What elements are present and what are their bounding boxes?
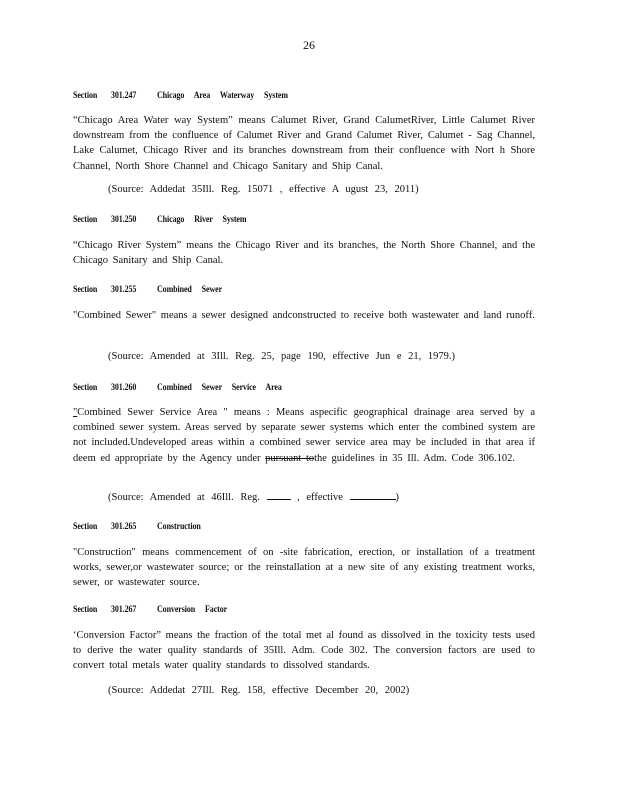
section-body-301-267: ‘Conversion Factor” means the fraction of the total met al found as dissolved in the toxicity tests used to derive the water quality standards of 35Ill. Adm. Code 302. The conversion factors are used to convert total metals water quality standards to dissolved standards. [73, 630, 535, 672]
blank-page-line [267, 490, 291, 500]
deleted-text: pursuant to [265, 452, 315, 464]
source-close: ) [395, 492, 400, 503]
body-text-end: the guidelines in 35 Ill. Adm. Code 306.102. [314, 452, 516, 464]
section-title: Combined Sewer Service Area [157, 382, 282, 393]
source-note-301-255: (Source: Amended at 3Ill. Reg. 25, page 190, effective Jun e 21, 1979.) [108, 351, 455, 362]
source-text: (Source: Amended at 46Ill. Reg. [108, 492, 267, 503]
section-number: 301.267 [111, 604, 137, 615]
section-heading-301-260 [73, 382, 282, 392]
body-defined-term: Combined Sewer Service Area " means [77, 407, 261, 418]
section-heading-301-255 [73, 284, 222, 294]
section-label: Section [73, 604, 98, 615]
section-heading-301-250 [73, 214, 246, 224]
source-note-301-260 [108, 490, 538, 505]
source-note-301-267: (Source: Addedat 27Ill. Reg. 158, effective December 20, 2002) [108, 685, 410, 696]
section-heading-301-265 [73, 521, 201, 531]
section-label: Section [73, 214, 98, 225]
section-body-301-255: "Combined Sewer" means a sewer designed andconstructed to receive both wastewater and land runoff. [73, 310, 535, 321]
section-label: Section [73, 521, 98, 532]
section-number: 301.265 [111, 521, 137, 532]
section-number: 301.247 [111, 90, 137, 101]
section-title: Conversion Factor [157, 604, 228, 615]
section-title: Combined Sewer [157, 284, 223, 295]
section-heading-301-247 [73, 90, 288, 100]
source-effective: , effective [290, 492, 350, 503]
body-quote-mark: " [73, 407, 78, 418]
section-title: Chicago Area Waterway System [157, 90, 288, 101]
page-number: 26 [303, 38, 315, 52]
section-number: 301.260 [111, 382, 137, 393]
section-title: Construction [157, 521, 201, 532]
section-body-301-250: “Chicago River System” means the Chicago River and its branches, the North Shore Channel, and the Chicago Sanitary and Ship Canal. [73, 240, 535, 267]
blank-date-line [350, 490, 396, 500]
source-note-301-247: (Source: Addedat 35Ill. Reg. 15071 , effective A ugust 23, 2011) [108, 184, 419, 195]
section-body-301-260 [73, 405, 535, 466]
section-label: Section [73, 284, 98, 295]
section-body-301-247: “Chicago Area Water way System” means Calumet River, Grand CalumetRiver, Little Calumet River downstream from the confluence of Calumet River and Grand Calumet River, Calumet - Sag Channel, Lake Calumet, Chicago River and its branches downstream from their confluence with Nort h Shore Channel, North Shore Channel and Chicago Sanitary and Ship Canal. [73, 115, 535, 172]
body-text: : Means aspecific geographical drainage area served by a combined sewer system. Areas served by separate sewer systems which enter the combined system are not included.Undeveloped areas within a combined sewer service area may be included in that area if deem ed appropriate by the Agency under [73, 407, 535, 464]
section-number: 301.255 [111, 284, 137, 295]
section-number: 301.250 [111, 214, 137, 225]
section-body-301-265: "Construction" means commencement of on -site fabrication, erection, or installation of a treatment works, sewer,or wastewater source; or the reinstallation at a new site of any existing treatment works, sewer, or wastewater source. [73, 547, 535, 589]
section-label: Section [73, 382, 98, 393]
section-label: Section [73, 90, 98, 101]
section-title: Chicago River System [157, 214, 247, 225]
section-heading-301-267 [73, 604, 227, 614]
